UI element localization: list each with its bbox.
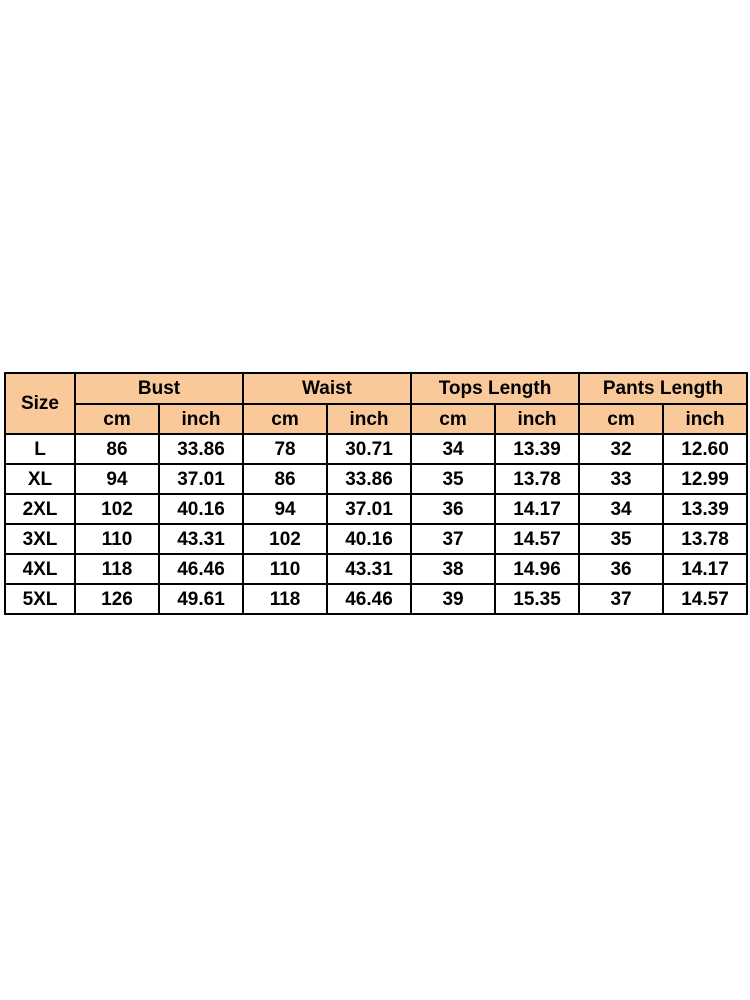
tops-length-inch-cell: 13.78 (495, 464, 579, 494)
size-cell: 3XL (5, 524, 75, 554)
size-chart-table (4, 372, 748, 615)
tops-length-inch-cell: 15.35 (495, 584, 579, 614)
waist-group-header: Waist (243, 373, 411, 404)
pants-length-cm-cell: 33 (579, 464, 663, 494)
waist-cm-cell: 86 (243, 464, 327, 494)
tops-length-cm-cell: 38 (411, 554, 495, 584)
waist-cm-cell: 110 (243, 554, 327, 584)
waist-inch-cell: 33.86 (327, 464, 411, 494)
pants-length-cm-header: cm (579, 404, 663, 434)
pants-length-inch-cell: 14.57 (663, 584, 747, 614)
waist-inch-cell: 37.01 (327, 494, 411, 524)
bust-inch-cell: 43.31 (159, 524, 243, 554)
table-row (5, 554, 747, 584)
pants-length-inch-cell: 14.17 (663, 554, 747, 584)
tops-length-cm-cell: 34 (411, 434, 495, 464)
tops-length-cm-header: cm (411, 404, 495, 434)
bust-cm-cell: 94 (75, 464, 159, 494)
pants-length-cm-cell: 32 (579, 434, 663, 464)
pants-length-cm-cell: 34 (579, 494, 663, 524)
bust-cm-cell: 126 (75, 584, 159, 614)
size-cell: 4XL (5, 554, 75, 584)
waist-inch-cell: 43.31 (327, 554, 411, 584)
tops-length-inch-cell: 14.57 (495, 524, 579, 554)
waist-inch-cell: 30.71 (327, 434, 411, 464)
pants-length-group-header: Pants Length (579, 373, 747, 404)
table-row (5, 524, 747, 554)
header-row-groups (5, 373, 747, 404)
tops-length-cm-cell: 35 (411, 464, 495, 494)
bust-cm-cell: 110 (75, 524, 159, 554)
pants-length-inch-cell: 13.78 (663, 524, 747, 554)
size-cell: 5XL (5, 584, 75, 614)
tops-length-inch-cell: 13.39 (495, 434, 579, 464)
size-cell: L (5, 434, 75, 464)
bust-inch-cell: 49.61 (159, 584, 243, 614)
bust-cm-header: cm (75, 404, 159, 434)
waist-cm-cell: 118 (243, 584, 327, 614)
table-body (5, 434, 747, 614)
waist-cm-cell: 102 (243, 524, 327, 554)
tops-length-group-header: Tops Length (411, 373, 579, 404)
pants-length-cm-cell: 36 (579, 554, 663, 584)
table-row (5, 464, 747, 494)
bust-group-header: Bust (75, 373, 243, 404)
waist-inch-cell: 40.16 (327, 524, 411, 554)
size-cell: XL (5, 464, 75, 494)
bust-cm-cell: 86 (75, 434, 159, 464)
pants-length-inch-header: inch (663, 404, 747, 434)
bust-inch-cell: 40.16 (159, 494, 243, 524)
tops-length-inch-cell: 14.96 (495, 554, 579, 584)
waist-inch-header: inch (327, 404, 411, 434)
waist-cm-header: cm (243, 404, 327, 434)
pants-length-inch-cell: 13.39 (663, 494, 747, 524)
bust-inch-cell: 33.86 (159, 434, 243, 464)
table-row (5, 434, 747, 464)
bust-cm-cell: 102 (75, 494, 159, 524)
tops-length-inch-header: inch (495, 404, 579, 434)
tops-length-cm-cell: 36 (411, 494, 495, 524)
table-row (5, 584, 747, 614)
waist-cm-cell: 78 (243, 434, 327, 464)
tops-length-cm-cell: 39 (411, 584, 495, 614)
bust-cm-cell: 118 (75, 554, 159, 584)
pants-length-cm-cell: 37 (579, 584, 663, 614)
pants-length-cm-cell: 35 (579, 524, 663, 554)
table-row (5, 494, 747, 524)
header-row-units (5, 404, 747, 434)
pants-length-inch-cell: 12.99 (663, 464, 747, 494)
bust-inch-cell: 37.01 (159, 464, 243, 494)
bust-inch-header: inch (159, 404, 243, 434)
tops-length-cm-cell: 37 (411, 524, 495, 554)
size-cell: 2XL (5, 494, 75, 524)
size-column-header: Size (5, 373, 75, 434)
waist-inch-cell: 46.46 (327, 584, 411, 614)
waist-cm-cell: 94 (243, 494, 327, 524)
pants-length-inch-cell: 12.60 (663, 434, 747, 464)
bust-inch-cell: 46.46 (159, 554, 243, 584)
tops-length-inch-cell: 14.17 (495, 494, 579, 524)
table-header (5, 373, 747, 434)
